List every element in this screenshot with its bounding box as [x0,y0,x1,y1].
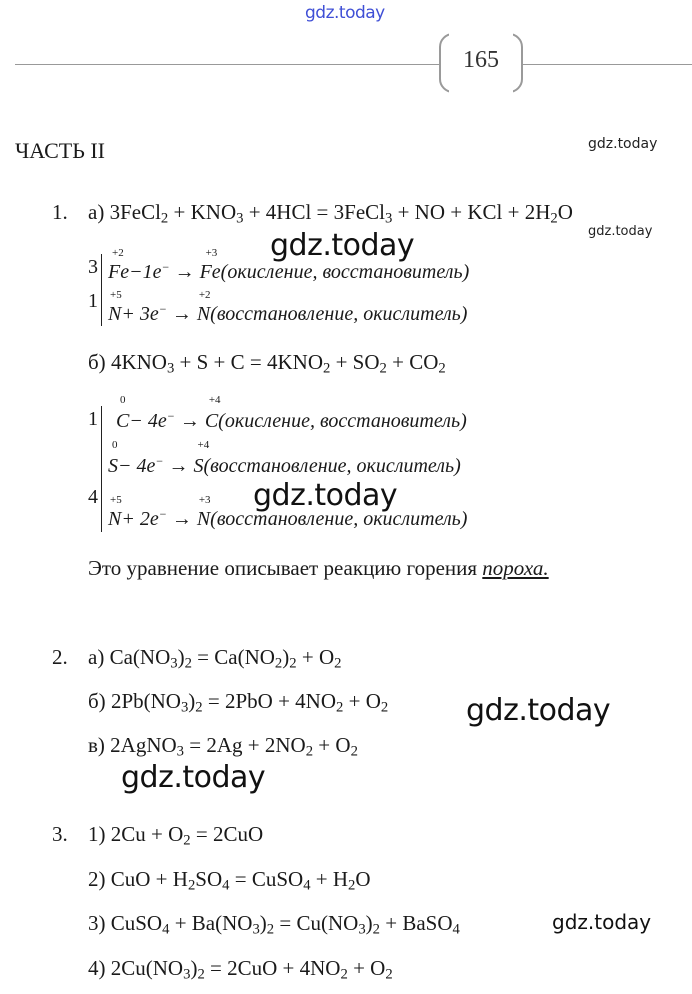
subscript: 3 [358,921,366,938]
watermark-large-3: gdz.today [466,693,611,728]
subscript: 2 [550,210,558,227]
task-2a-equation: а) $Ca(NO_3)_2 = Ca(NO_2)_2 + O_2$ [88,645,342,672]
half-reaction-1b-2: 0 S− 4e− → +4 S(восстановление, окислитель) [108,439,461,477]
formula-text: 2Pb(NO [110,689,181,713]
subscript: 2 [187,877,196,894]
formula-text: + O [296,645,335,669]
subscript: 2 [323,360,331,377]
formula-text: 4KNO [110,350,167,374]
formula-text: O [557,200,573,224]
formula-text: O [355,867,371,891]
page-number: 165 [463,47,499,73]
formula-text: + O [347,956,386,980]
formula-text: CuO + H [110,867,188,891]
conclusion-text: Это уравнение описывает реакцию горения пороха. [88,556,549,580]
formula-text: + KNO [168,200,237,224]
formula-text: ) [259,911,267,935]
subscript: 2 [195,699,203,716]
balance-bar-1b [101,406,102,532]
watermark-top: gdz.today [305,3,385,23]
formula-text: SO [195,867,223,891]
subscript: 3 [170,655,178,672]
formula-text: 2Cu(NO [110,956,184,980]
half-reaction-1b-3: +5 N+ 2e− → +3 N(восстановление, окислитель) [108,494,468,530]
subscript: 3 [385,210,393,227]
subscript: 3 [252,921,260,938]
task-3-step-4: 4) $2Cu(NO_3)_2 = 2CuO + 4NO_2 + O_2$ [88,956,393,983]
watermark-medium: gdz.today [552,910,652,934]
coef: 1 [88,290,98,312]
subscript: 2 [372,921,381,938]
header-rule-right [523,64,692,65]
subscript: 2 [305,743,314,760]
formula-text: + BaSO [380,911,453,935]
subscript: 3 [236,210,244,227]
watermark-large-1: gdz.today [270,228,415,263]
task-3-number: 3. [52,822,68,846]
subscript: 2 [340,966,348,983]
subscript: 4 [222,877,230,894]
task-1a-equation: а) 3FeCl$_2$ + $KNO_3 + 4HCl$ = 3FeCl$_3$ + NO + KCl + $2H_2O$ [88,200,573,227]
task-2c-equation: в) 2AgNO$_3$ = $2Ag + 2NO_2 + O_2$ [88,733,358,760]
formula-text: = Ca(NO [191,645,275,669]
formula-text: = Cu(NO [274,911,359,935]
half-reaction-1a-1: +2 Fe−1e− → +3 Fe(окисление, восстановитель) [108,247,470,283]
subscript: 3 [176,743,185,760]
formula-text: + NO + KCl + 2H [392,200,551,224]
subscript: 2 [334,655,342,672]
subscript: 4 [303,877,311,894]
formula-text: ) [188,689,196,713]
subscript: 2 [274,655,283,672]
task-3-step-3: 3) CuSO$_4$ + $Ba(NO_3)_2 = Cu(NO_3)_2$ + BaSO$_4$ [88,911,460,938]
formula-text: ) [177,645,185,669]
page-number-box [439,33,523,93]
subscript: 2 [350,743,358,760]
formula-text: = 2CuO [190,822,264,846]
formula-text: = 2Ag + 2NO [184,733,306,757]
half-reaction-1b-1: 0 C− 4e− → +4 C(окисление, восстановитель) [116,394,467,432]
coef: 3 [88,256,98,278]
watermark-large-4: gdz.today [121,760,266,795]
subscript: 3 [166,360,175,377]
formula-text: + 4HCl = 3FeCl [243,200,385,224]
task-2b-equation: б) $2Pb(NO_3)_2 = 2PbO + 4NO_2 + O_2$ [88,689,389,716]
subscript: 4 [452,921,460,938]
formula-text: ) [282,645,290,669]
subscript: 2 [438,360,446,377]
half-reaction-1a-2: +5 N+ 3e− → +2 N(восстановление, окислитель) [108,289,468,325]
formula-text: + H [310,867,349,891]
subscript: 2 [380,699,389,716]
part-title: ЧАСТЬ II [15,138,105,163]
subscript: 2 [379,360,387,377]
formula-text: + O [343,689,381,713]
header-rule-left [15,64,439,65]
subscript: 2 [336,699,344,716]
formula-text: + S + C = 4KNO [174,350,323,374]
subscript: 2 [385,966,393,983]
formula-text: 2AgNO [110,733,177,757]
task-1b-equation: б) $4KNO_3 + S + C = 4KNO_2 + SO_2 + CO_2$ [88,350,446,377]
formula-text: = CuSO [229,867,304,891]
task-3-step-1: 1) $2Cu + O_2 = 2CuO$ [88,822,264,849]
formula-text: + Ba(NO [169,911,253,935]
task-2-number: 2. [52,645,68,669]
formula-text: + SO [330,350,380,374]
task-1-number: 1. [52,200,68,224]
watermark-small-2: gdz.today [588,224,653,239]
formula-text: ) [365,911,373,935]
balance-bar-1a [101,254,102,326]
formula-text: + O [313,733,351,757]
conclusion-keyword: пороха. [482,556,549,580]
formula-text: 2Cu + O [110,822,184,846]
subscript: 3 [180,699,189,716]
formula-text: CuSO [110,911,163,935]
formula-text: = 2PbO + 4NO [202,689,337,713]
formula-text: ) [190,956,198,980]
subscript: 2 [289,655,297,672]
formula-text: 3FeCl [109,200,161,224]
formula-text: = 2CuO + 4NO [204,956,341,980]
coef: 1 [88,408,98,430]
formula-text: Ca(NO [109,645,171,669]
coef: 4 [88,486,98,508]
subscript: 2 [348,877,356,894]
task-3-step-2: 2) CuO + $H_2SO_4$ = CuSO$_4$ + $H_2O$ [88,867,371,894]
subscript: 2 [184,655,192,672]
watermark-small-1: gdz.today [588,136,658,152]
subscript: 4 [162,921,170,938]
formula-text: + CO [386,350,439,374]
watermark-large-2: gdz.today [253,478,398,513]
subscript: 2 [160,210,169,227]
subscript: 2 [183,832,191,849]
subscript: 3 [183,966,191,983]
subscript: 2 [266,921,275,938]
subscript: 2 [197,966,205,983]
